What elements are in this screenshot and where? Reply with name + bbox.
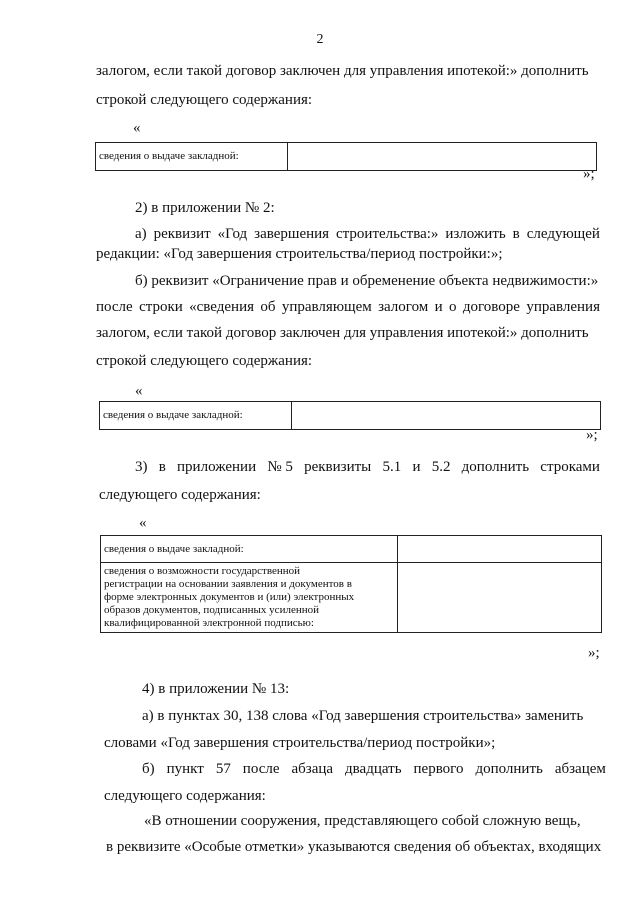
word: строками: [540, 459, 600, 475]
word: 3): [135, 459, 148, 475]
word: строки: [139, 299, 183, 315]
table-cell-empty: [398, 563, 602, 633]
word: реквизит: [153, 226, 211, 242]
item2-heading: 2) в приложении № 2:: [135, 200, 275, 216]
word: первого: [413, 761, 464, 777]
word: об: [260, 299, 276, 315]
open-quote-1: «: [133, 120, 141, 136]
table-cell: сведения о выдаче закладной:: [101, 536, 398, 563]
word: дополнить: [461, 459, 530, 475]
cell-line: сведения о возможности государственной: [104, 565, 301, 577]
item2b-line2: [96, 298, 600, 316]
open-quote-2: «: [135, 383, 143, 399]
word: абзаца: [291, 761, 334, 777]
word: завершения: [254, 226, 330, 242]
word: строительства:»: [336, 226, 439, 242]
word: следующей: [526, 226, 600, 242]
item2b-line3: залогом, если такой договор заключен для управления ипотекой:» дополнить: [96, 325, 589, 341]
word: 5.1: [382, 459, 402, 475]
word: управления: [526, 299, 600, 315]
word: пункт: [166, 761, 204, 777]
word: двадцать: [345, 761, 402, 777]
word: договоре: [462, 299, 520, 315]
word: б): [142, 761, 155, 777]
word: реквизиты: [304, 459, 372, 475]
item3-line1: [135, 458, 600, 476]
cell-line: квалифицированной электронной подписью:: [104, 617, 314, 629]
word: 57: [215, 761, 231, 777]
item2b-line4: строкой следующего содержания:: [96, 353, 313, 369]
item2a-line2: редакции: «Год завершения строительства/период постройки:»;: [96, 246, 503, 262]
item4a-line1: а) в пунктах 30, 138 слова «Год завершения строительства» заменить: [142, 708, 584, 724]
table-cell-multiline: [101, 563, 398, 633]
table-1: [95, 142, 597, 171]
table-row: [100, 402, 601, 430]
quote-para-line1: «В отношении сооружения, представляющего собой сложную вещь,: [144, 813, 581, 829]
page-number: 2: [316, 32, 324, 47]
word: после: [96, 299, 133, 315]
word: после: [242, 761, 280, 777]
table-row: [101, 536, 602, 563]
word: а): [135, 226, 147, 242]
table-cell: сведения о выдаче закладной:: [100, 402, 292, 430]
word: изложить: [445, 226, 506, 242]
table-cell-empty: [292, 402, 601, 430]
close-quote-2: »;: [586, 427, 598, 443]
item2b-line1: б) реквизит «Ограничение прав и обременение объекта недвижимости:»: [135, 273, 599, 289]
p1-line1: залогом, если такой договор заключен для управления ипотекой:» дополнить: [96, 63, 589, 79]
cell-line: форме электронных документов и (или) электронных: [104, 591, 355, 603]
word: дополнить: [475, 761, 543, 777]
p1-line2: строкой следующего содержания:: [96, 92, 313, 108]
word: «сведения: [189, 299, 254, 315]
word: и: [412, 459, 421, 475]
word: управляющем: [281, 299, 372, 315]
item3-line2: следующего содержания:: [99, 487, 261, 503]
table-3: [100, 535, 602, 633]
word: абзацем: [554, 761, 606, 777]
word: в: [158, 459, 166, 475]
word: «Год: [217, 226, 248, 242]
quote-para-line2: в реквизите «Особые отметки» указываются сведения об объектах, входящих: [106, 839, 602, 855]
item4a-line2: словами «Год завершения строительства/период постройки»;: [104, 735, 496, 751]
close-quote-1: »;: [583, 166, 595, 182]
word: в: [512, 226, 520, 242]
cell-line: образов документов, подписанных усиленной: [104, 604, 319, 616]
table-cell: сведения о выдаче закладной:: [96, 143, 288, 171]
word: № 5: [267, 459, 293, 475]
word: залогом: [378, 299, 429, 315]
cell-line: регистрации на основании заявления и документов в: [104, 578, 352, 590]
open-quote-3: «: [139, 515, 147, 531]
word: о: [449, 299, 457, 315]
item4b-line2: следующего содержания:: [104, 788, 266, 804]
word: приложении: [177, 459, 257, 475]
word: 5.2: [431, 459, 451, 475]
item2a-line1: [135, 225, 600, 243]
table-2: [99, 401, 601, 430]
close-quote-3: »;: [588, 645, 600, 661]
table-cell-empty: [398, 536, 602, 563]
item4b-line1: [142, 760, 606, 778]
table-row: [96, 143, 597, 171]
word: и: [434, 299, 443, 315]
table-cell-empty: [288, 143, 597, 171]
item4-heading: 4) в приложении № 13:: [142, 681, 290, 697]
table-row: [101, 563, 602, 633]
